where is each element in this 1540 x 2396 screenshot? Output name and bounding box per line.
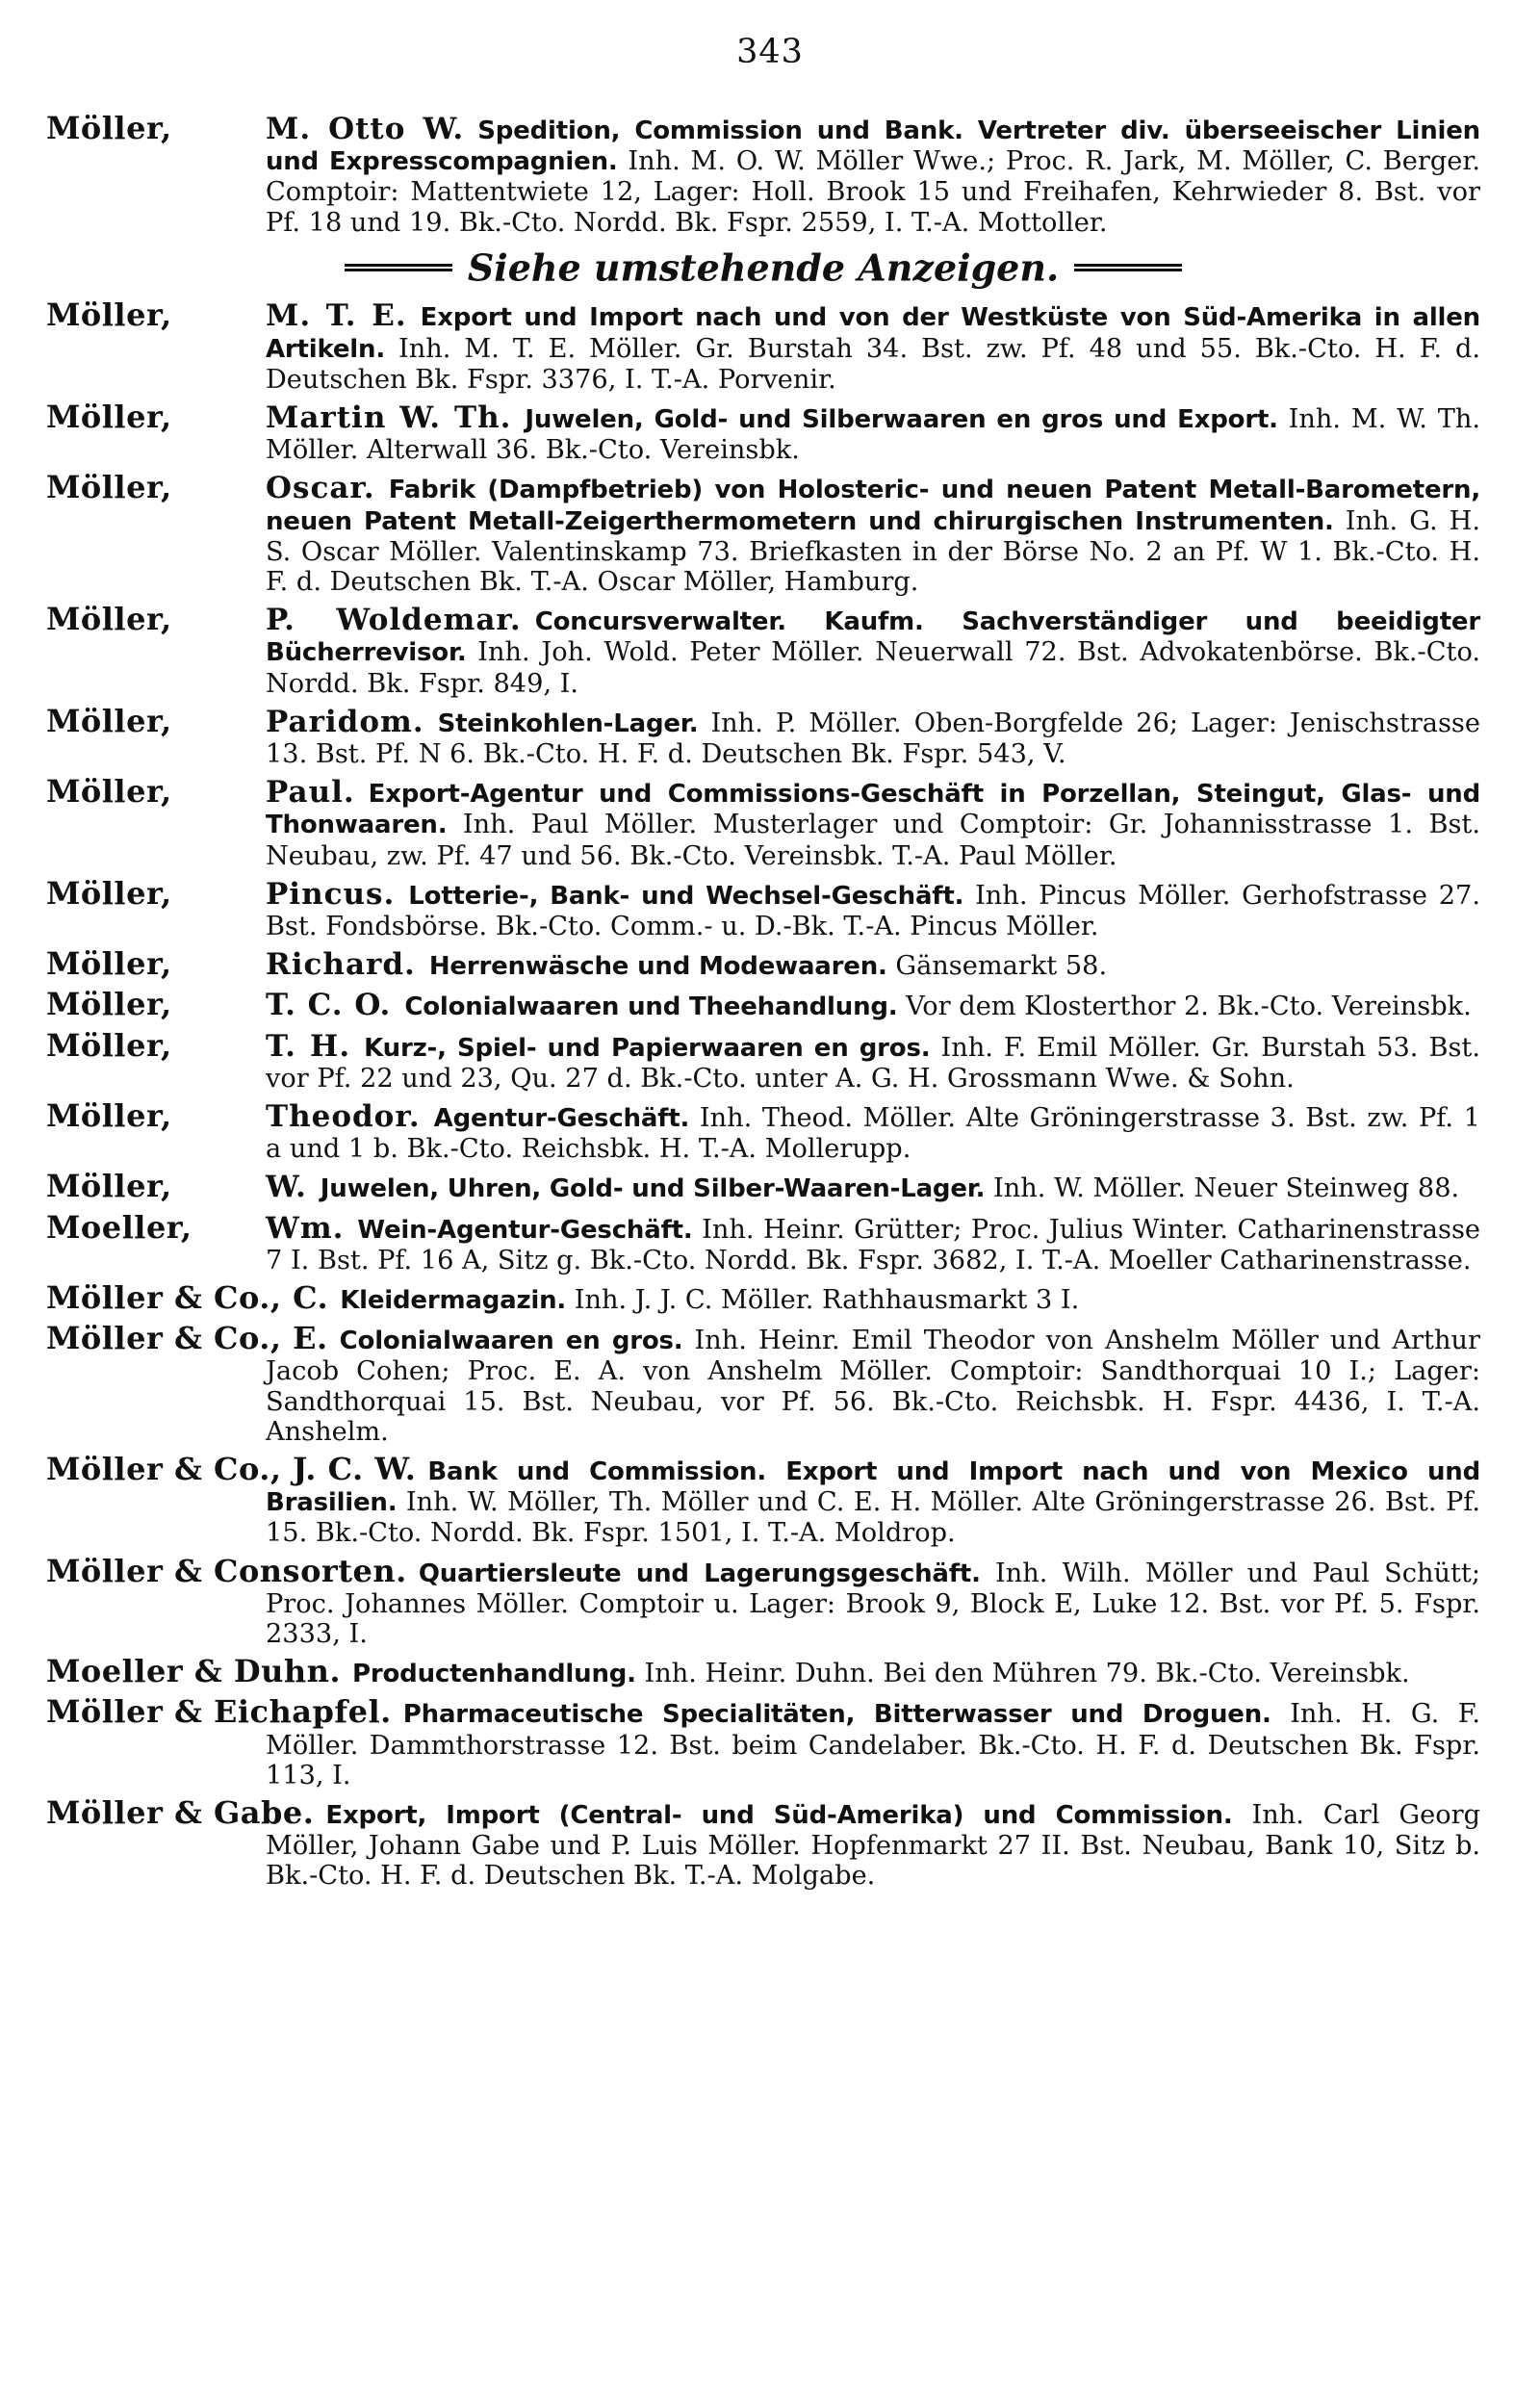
entry-text <box>46 296 1480 395</box>
entry-firm: M. T. E. <box>266 298 407 334</box>
directory-entry <box>46 986 1480 1023</box>
directory-entry <box>46 601 1480 699</box>
entry-surname: Moeller & Duhn. <box>46 1653 342 1690</box>
entry-surname: Moeller, <box>46 1208 192 1246</box>
entry-trade: Steinkohlen-Lager. <box>437 708 699 738</box>
entry-firm: Richard. <box>266 947 416 983</box>
entry-trade: Export und Import nach und von der Westküste von Süd-Amerika in allen Artikeln. <box>266 303 1480 364</box>
entry-details: Inh. W. Möller, Th. Möller und C. E. H. Möller. Alte Gröningerstrasse 26. Bst. Pf. 15. Bk.-Cto. Nordd. Bk. Fspr. 1501, I. T.-A. Moldrop. <box>266 1487 1480 1549</box>
entry-surname: Möller, <box>46 1026 172 1064</box>
entry-details: Inh. J. J. C. Möller. Rathhausmarkt 3 I. <box>574 1285 1080 1315</box>
entry-trade: Spedition, Commission und Bank. Vertreter div. überseeischer Linien und Expresscompagnien. <box>266 116 1480 177</box>
entry-text <box>46 1552 1480 1650</box>
entry-trade: Herrenwäsche und Modewaaren. <box>428 952 887 982</box>
entry-trade: Colonialwaaren und Theehandlung. <box>404 992 898 1022</box>
directory-entry <box>46 110 1480 238</box>
entry-details: Inh. Heinr. Grütter; Proc. Julius Winter. Catharinenstrasse 7 I. Bst. Pf. 16 A, Sitz g. Bk.-Cto. Nordd. Bk. Fspr. 3682, I. T.-A. Moeller Catharinenstrasse. <box>266 1214 1480 1275</box>
entry-trade: Lotterie-, Bank- und Wechsel-Geschäft. <box>408 881 964 911</box>
entry-firm: Paridom. <box>266 704 424 739</box>
entry-details: Inh. Carl Georg Möller, Johann Gabe und P. Luis Möller. Hopfenmarkt 27 II. Bst. Neubau, Bank 10, Sitz b. Bk.-Cto. H. F. d. Deutschen Bk. T.-A. Molgabe. <box>266 1800 1480 1892</box>
entry-details: Inh. Theod. Möller. Alte Gröningerstrasse 3. Bst. zw. Pf. 1 a und 1 b. Bk.-Cto. Reichsbk. H. T.-A. Mollerupp. <box>266 1102 1480 1165</box>
entry-text <box>46 773 1480 871</box>
entry-details: Inh. M. O. W. Möller Wwe.; Proc. R. Jark, M. Möller, C. Berger. Comptoir: Mattentwiete 12, Lager: Holl. Brook 15 und Freihafen, Kehrwieder 8. Bst. vor Pf. 18 und 19. Bk.-Cto. Nordd. Bk. Fspr. 2559, I. T.-A. Mottoller. <box>266 146 1480 238</box>
entry-surname: Möller & Gabe. <box>46 1794 315 1832</box>
entry-trade: Wein-Agentur-Geschäft. <box>357 1215 693 1245</box>
directory-entry <box>46 945 1480 983</box>
entry-text <box>46 1096 1480 1165</box>
entry-details: Inh. Heinr. Duhn. Bei den Mühren 79. Bk.-Cto. Vereinsbk. <box>644 1659 1410 1689</box>
entry-text <box>46 1208 1480 1275</box>
entry-surname: Möller, <box>46 874 172 912</box>
entry-text <box>46 1794 1480 1892</box>
directory-entry <box>46 874 1480 941</box>
entry-details: Gänsemarkt 58. <box>895 951 1108 982</box>
entry-trade: Pharmaceutische Specialitäten, Bitterwasser und Droguen. <box>402 1700 1271 1730</box>
entry-firm: M. Otto W. <box>266 112 465 146</box>
directory-entry <box>46 1653 1480 1690</box>
entry-text <box>46 110 1480 238</box>
entry-details: Inh. H. G. F. Möller. Dammthorstrasse 12. Bst. beim Candelaber. Bk.-Cto. H. F. d. Deutschen Bk. Fspr. 113, I. <box>266 1699 1480 1791</box>
notice-text: Siehe umstehende Anzeigen. <box>467 245 1060 290</box>
entry-trade: Juwelen, Uhren, Gold- und Silber-Waaren-Lager. <box>320 1174 986 1204</box>
entry-firm: T. H. <box>266 1028 351 1064</box>
entry-trade: Export-Agentur und Commissions-Geschäft in Porzellan, Steingut, Glas- und Thonwaaren. <box>266 780 1480 840</box>
entry-text <box>46 1451 1480 1549</box>
entry-surname: Möller & Co., J. C. W. <box>46 1451 417 1488</box>
entry-surname: Möller, <box>46 601 172 638</box>
entry-trade: Productenhandlung. <box>352 1660 636 1689</box>
directory-entry <box>46 296 1480 395</box>
entry-text <box>46 702 1480 769</box>
entry-details: Inh. F. Emil Möller. Gr. Burstah 53. Bst. vor Pf. 22 und 23, Qu. 27 d. Bk.-Cto. unter A. G. H. Grossmann Wwe. & Sohn. <box>266 1032 1480 1094</box>
entry-text <box>46 874 1480 941</box>
entry-surname: Möller, <box>46 702 172 739</box>
entry-firm: P. Woldemar. <box>266 603 522 638</box>
entry-text <box>46 1653 1480 1690</box>
entry-details: Inh. Joh. Wold. Peter Möller. Neuerwall 72. Bst. Advokatenbörse. Bk.-Cto. Nordd. Bk. Fspr. 849, I. <box>266 637 1480 699</box>
directory-entry <box>46 469 1480 597</box>
directory-entry <box>46 1320 1480 1447</box>
entry-details: Inh. G. H. S. Oscar Möller. Valentinskamp 73. Briefkasten in der Börse No. 2 an Pf. W 1. Bk.-Cto. H. F. d. Deutschen Bk. T.-A. Oscar Möller, Hamburg. <box>266 505 1480 597</box>
directory-entry <box>46 1693 1480 1791</box>
entry-trade: Bank und Commission. Export und Import nach und von Mexico und Brasilien. <box>266 1457 1480 1518</box>
entry-surname: Möller, <box>46 110 172 146</box>
directory-entry <box>46 1794 1480 1892</box>
entry-trade: Concursverwalter. Kaufm. Sachverständiger und beeidigter Bücherrevisor. <box>266 607 1480 668</box>
entry-firm: Pincus. <box>266 876 396 912</box>
entry-trade: Juwelen, Gold- und Silberwaaren en gros und Export. <box>525 404 1278 434</box>
entry-firm: Martin W. Th. <box>266 399 512 435</box>
entry-trade: Fabrik (Dampfbetrieb) von Holosteric- und neuen Patent Metall-Barometern, neuen Patent Metall-Zeigerthermometern und chirurgischen Instrumenten. <box>266 476 1480 536</box>
directory-entry <box>46 1168 1480 1205</box>
entry-firm: Oscar. <box>266 471 375 506</box>
entry-firm: T. C. O. <box>266 988 392 1023</box>
directory-entry <box>46 773 1480 871</box>
entry-surname: Möller, <box>46 773 172 811</box>
entry-text <box>46 601 1480 699</box>
entry-text <box>46 1279 1480 1316</box>
entry-text <box>46 469 1480 597</box>
entry-surname: Möller & Co., C. <box>46 1279 329 1316</box>
entry-surname: Möller & Eichapfel. <box>46 1693 392 1731</box>
entry-surname: Möller, <box>46 945 172 983</box>
entry-trade: Export, Import (Central- und Süd-Amerika) und Commission. <box>325 1801 1233 1831</box>
entry-trade: Agentur-Geschäft. <box>433 1103 690 1133</box>
entry-surname: Möller, <box>46 398 172 435</box>
directory-entry <box>46 1451 1480 1549</box>
entry-details: Inh. Wilh. Möller und Paul Schütt; Proc. Johannes Möller. Comptoir u. Lager: Brook 9, Block E, Luke 12. Bst. vor Pf. 5. Fspr. 2333, I. <box>266 1558 1480 1650</box>
entry-firm: Wm. <box>266 1210 345 1246</box>
entry-details: Inh. Pincus Möller. Gerhofstrasse 27. Bst. Fondsbörse. Bk.-Cto. Comm.- u. D.-Bk. T.-A. Pincus Möller. <box>266 880 1480 941</box>
entry-details: Inh. W. Möller. Neuer Steinweg 88. <box>993 1173 1460 1204</box>
directory-entry <box>46 1208 1480 1275</box>
entry-trade: Quartiersleute und Lagerungsgeschäft. <box>418 1559 981 1588</box>
entry-details: Inh. Heinr. Emil Theodor von Anshelm Möller und Arthur Jacob Cohen; Proc. E. A. von Anshelm Möller. Comptoir: Sandthorquai 10 I.; Lager: Sandthorquai 15. Bst. Neubau, vor Pf. 56. Bk.-Cto. Reichsbk. H. Fspr. 4436, I. T.-A. Anshelm. <box>266 1326 1480 1447</box>
entry-text <box>46 1320 1480 1447</box>
entry-surname: Möller, <box>46 469 172 506</box>
entry-surname: Möller, <box>46 296 172 334</box>
entry-text <box>46 1693 1480 1791</box>
entry-text <box>46 398 1481 466</box>
entry-text <box>46 945 1480 983</box>
entry-trade: Kleidermagazin. <box>340 1286 567 1315</box>
entry-surname: Möller, <box>46 1168 172 1205</box>
page-number: 343 <box>736 33 804 71</box>
entry-details: Inh. P. Möller. Oben-Borgfelde 26; Lager: Jenischstrasse 13. Bst. Pf. N 6. Bk.-Cto. H. F. d. Deutschen Bk. Fspr. 543, V. <box>266 708 1480 769</box>
entry-text <box>46 986 1480 1023</box>
directory-entry <box>46 702 1480 769</box>
entry-details: Inh. M. W. Th. Möller. Alterwall 36. Bk.-Cto. Vereinsbk. <box>266 403 1481 466</box>
entry-text <box>46 1026 1480 1094</box>
directory-entry <box>46 1096 1480 1165</box>
entry-surname: Möller, <box>46 986 172 1023</box>
entry-surname: Möller & Consorten. <box>46 1552 407 1589</box>
directory-entry <box>46 398 1481 466</box>
entry-surname: Möller, <box>46 1096 172 1134</box>
entry-trade: Colonialwaaren en gros. <box>339 1327 683 1356</box>
double-rule-right <box>1074 264 1182 271</box>
entry-firm: Paul. <box>266 775 355 811</box>
entry-surname: Möller & Co., E. <box>46 1320 328 1357</box>
notice-banner <box>46 245 1480 290</box>
entry-trade: Kurz-, Spiel- und Papierwaaren en gros. <box>364 1033 931 1063</box>
directory-entry <box>46 1552 1480 1650</box>
entry-firm: W. <box>266 1170 307 1205</box>
directory-entry <box>46 1279 1480 1316</box>
double-rule-left <box>345 264 452 271</box>
entry-text <box>46 1168 1480 1205</box>
entry-firm: Theodor. <box>266 1098 421 1134</box>
directory-entry <box>46 1026 1480 1094</box>
entry-details: Inh. Paul Möller. Musterlager und Comptoir: Gr. Johannisstrasse 1. Bst. Neubau, zw. Pf. 47 und 56. Bk.-Cto. Vereinsbk. T.-A. Paul Möller. <box>266 810 1480 871</box>
entry-details: Inh. M. T. E. Möller. Gr. Burstah 34. Bst. zw. Pf. 48 und 55. Bk.-Cto. H. F. d. Deutschen Bk. Fspr. 3376, I. T.-A. Porvenir. <box>266 333 1480 395</box>
directory-entries <box>46 110 1481 1899</box>
entry-details: Vor dem Klosterthor 2. Bk.-Cto. Vereinsbk. <box>906 992 1472 1022</box>
